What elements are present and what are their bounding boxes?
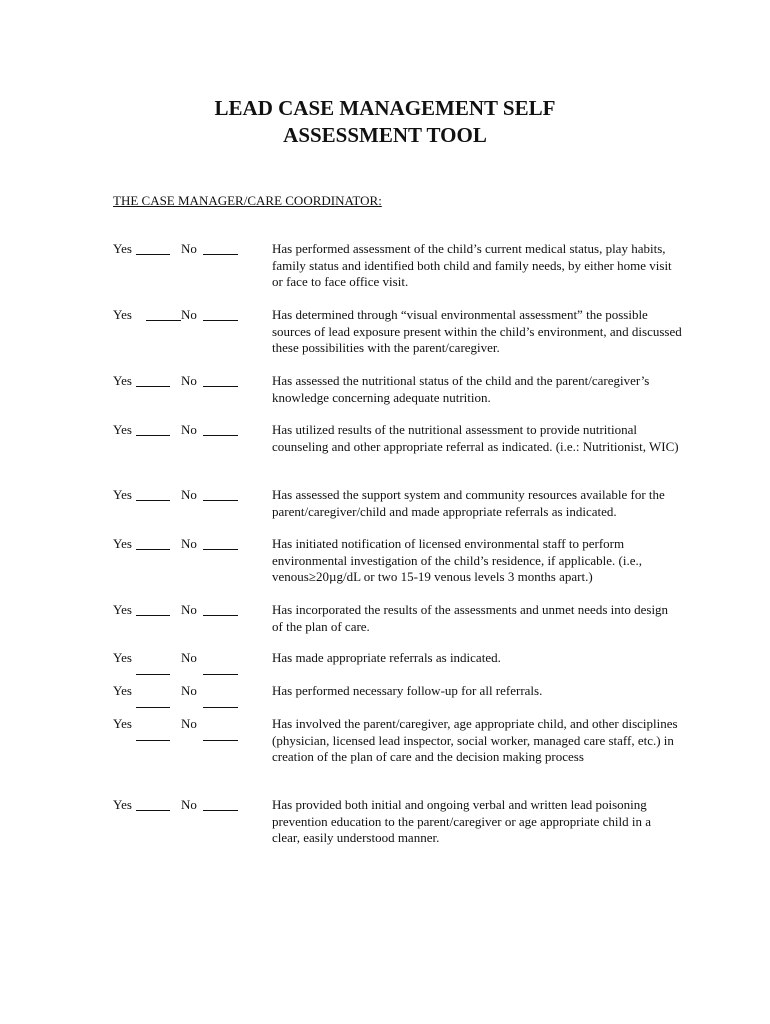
no-answer-blank[interactable] [203, 435, 238, 436]
no-label: No [181, 683, 197, 698]
yes-answer-blank[interactable] [136, 435, 170, 436]
no-answer-blank[interactable] [203, 674, 238, 675]
item-description: Has determined through “visual environmental assessment” the possible sources of lead exposure present within the child’s environment, and discussed these possibilities with the parent/caregiver. [272, 307, 682, 355]
yes-answer-blank[interactable] [136, 740, 170, 741]
no-label: No [181, 422, 197, 437]
yes-label: Yes [113, 373, 132, 388]
title-line-2: ASSESSMENT TOOL [283, 123, 487, 147]
yes-answer-blank[interactable] [136, 500, 170, 501]
yes-answer-blank[interactable] [136, 254, 170, 255]
yes-label: Yes [113, 422, 132, 437]
no-label: No [181, 716, 197, 731]
no-answer-blank[interactable] [203, 615, 238, 616]
no-answer-blank[interactable] [203, 549, 238, 550]
yes-label: Yes [113, 602, 132, 617]
no-answer-blank[interactable] [203, 740, 238, 741]
no-label: No [181, 241, 197, 256]
yes-label: Yes [113, 241, 132, 256]
item-description: Has assessed the support system and community resources available for the parent/caregiver/child and made appropriate referrals as indicated. [272, 487, 665, 519]
title-line-1: LEAD CASE MANAGEMENT SELF [214, 96, 556, 120]
no-label: No [181, 650, 197, 665]
no-answer-blank[interactable] [203, 500, 238, 501]
no-answer-blank[interactable] [203, 810, 238, 811]
yes-answer-blank[interactable] [136, 615, 170, 616]
item-description: Has made appropriate referrals as indicated. [272, 650, 501, 665]
item-description: Has assessed the nutritional status of the child and the parent/caregiver’s knowledge concerning adequate nutrition. [272, 373, 650, 405]
yes-label: Yes [113, 683, 132, 698]
no-label: No [181, 602, 197, 617]
yes-answer-blank[interactable] [136, 386, 170, 387]
item-description: Has initiated notification of licensed environmental staff to perform environmental investigation of the child’s residence, if applicable. (i.e., venous≥20µg/dL or two 15-19 venous levels 3 months apart.) [272, 536, 643, 584]
no-answer-blank[interactable] [203, 320, 238, 321]
yes-label: Yes [113, 716, 132, 731]
yes-answer-blank[interactable] [136, 810, 170, 811]
no-answer-blank[interactable] [203, 707, 238, 708]
item-description: Has utilized results of the nutritional assessment to provide nutritional counseling and other appropriate referral as indicated. (i.e.: Nutritionist, WIC) [272, 422, 679, 454]
no-label: No [181, 797, 197, 812]
yes-label: Yes [113, 650, 132, 665]
yes-label: Yes [113, 487, 132, 502]
yes-answer-blank[interactable] [136, 549, 170, 550]
no-answer-blank[interactable] [203, 254, 238, 255]
yes-label: Yes [113, 797, 132, 812]
page-title [0, 95, 770, 149]
item-description: Has involved the parent/caregiver, age appropriate child, and other disciplines (physician, licensed lead inspector, social worker, managed care staff, etc.) in creation of the plan of care and the decision making process [272, 716, 678, 764]
no-label: No [181, 307, 197, 322]
section-heading: THE CASE MANAGER/CARE COORDINATOR: [113, 193, 382, 208]
yes-answer-blank[interactable] [146, 320, 181, 321]
yes-answer-blank[interactable] [136, 707, 170, 708]
no-label: No [181, 536, 197, 551]
no-label: No [181, 487, 197, 502]
item-description: Has performed necessary follow-up for all referrals. [272, 683, 543, 698]
item-description: Has performed assessment of the child’s current medical status, play habits, family status and identified both child and family needs, by either home visit or face to face office visit. [272, 241, 672, 289]
yes-label: Yes [113, 307, 132, 322]
no-label: No [181, 373, 197, 388]
item-description: Has incorporated the results of the assessments and unmet needs into design of the plan of care. [272, 602, 669, 634]
yes-answer-blank[interactable] [136, 674, 170, 675]
yes-label: Yes [113, 536, 132, 551]
no-answer-blank[interactable] [203, 386, 238, 387]
item-description: Has provided both initial and ongoing verbal and written lead poisoning prevention education to the parent/caregiver or age appropriate child in a clear, easily understood manner. [272, 797, 651, 845]
